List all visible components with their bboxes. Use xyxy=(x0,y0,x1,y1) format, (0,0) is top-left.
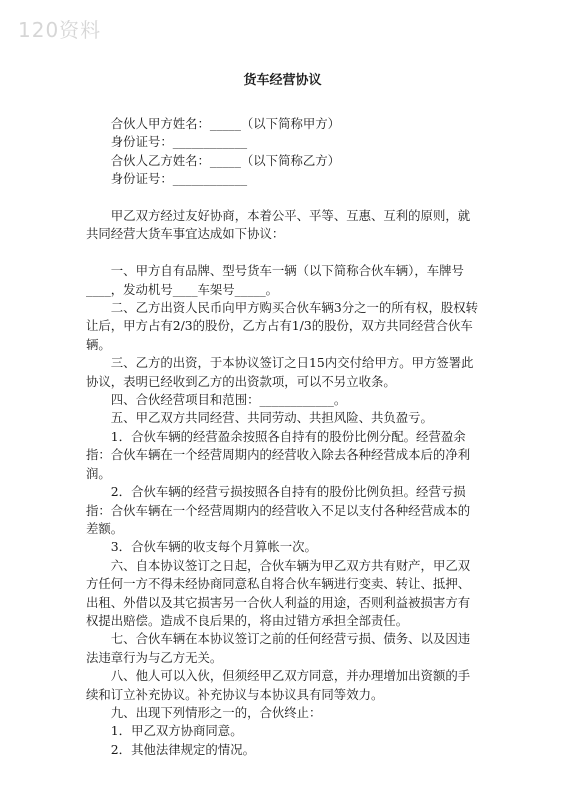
paragraph-clause-9-item-2: 2．其他法律规定的情况。 xyxy=(110,741,255,757)
document-body xyxy=(86,115,481,759)
watermark-logo: 120资料 xyxy=(18,18,102,42)
paragraph-party-a-name: 合伙人甲方姓名：_____（以下简称甲方） xyxy=(110,116,341,131)
paragraph-clause-6: 六、自本协议签订之日起，合伙车辆为甲乙双方共有财产，甲乙双方任何一方不得未经协商同意私自将合伙车辆进行变卖、转让、抵押、出租、外借以及其它损害另一合伙人利益的用途，否则利益被损害方有权提出赔偿。造成不良后果的，将由过错方承担全部责任。 xyxy=(86,557,471,628)
paragraph-clause-9: 九、出现下列情形之一的，合伙终止： xyxy=(110,704,322,720)
paragraph-clause-5-item-3: 3．合伙车辆的收支每个月算帐一次。 xyxy=(110,539,317,555)
paragraph-clause-3: 三、乙方的出资，于本协议签订之日15内交付给甲方。甲方签署此协议，表明已经收到乙方的出资款项，可以不另立收条。 xyxy=(86,355,474,389)
paragraph-clause-1: 一、甲方自有品牌、型号货车一辆（以下简称合伙车辆），车牌号____，发动机号____车架号_____。 xyxy=(86,263,464,297)
paragraph-party-b-name: 合伙人乙方姓名：_____（以下简称乙方） xyxy=(110,152,341,168)
paragraph-clause-2: 二、乙方出资人民币向甲方购买合伙车辆3分之一的所有权，股权转让后，甲方占有2/3的股份，乙方占有1/3的股份，双方共同经营合伙车辆。 xyxy=(86,300,479,352)
paragraph-clause-4: 四、合伙经营项目和范围：____________。 xyxy=(110,392,347,408)
paragraph-clause-5-item-2: 2．合伙车辆的经营亏损按照各自持有的股份比例负担。经营亏损指：合伙车辆在一个经营周期内的经营收入不足以支付各种经营成本的差额。 xyxy=(86,484,471,536)
paragraph-preamble: 甲乙双方经过友好协商，本着公平、平等、互惠、互利的原则，就共同经营大货车事宜达成如下协议： xyxy=(86,208,471,242)
paragraph-clause-9-item-1: 1．甲乙双方协商同意。 xyxy=(110,723,243,739)
paragraph-clause-5: 五、甲乙双方共同经营、共同劳动、共担风险、共负盈亏。 xyxy=(110,410,433,426)
paragraph-party-b-id: 身份证号：____________ xyxy=(110,171,248,187)
paragraph-clause-8: 八、他人可以入伙，但须经甲乙双方同意，并办理增加出资额的手续和订立补充协议。补充协议与本协议具有同等效力。 xyxy=(86,668,471,702)
paragraph-clause-7: 七、合伙车辆在本协议签订之前的任何经营亏损、债务、以及因违法违章行为与乙方无关。 xyxy=(86,631,471,665)
paragraph-party-a-id: 身份证号：____________ xyxy=(110,134,248,150)
paragraph-clause-5-item-1: 1．合伙车辆的经营盈余按照各自持有的股份比例分配。经营盈余指：合伙车辆在一个经营周期内的经营收入除去各种经营成本后的净利润。 xyxy=(86,428,471,481)
document-title: 货车经营协议 xyxy=(243,73,322,88)
